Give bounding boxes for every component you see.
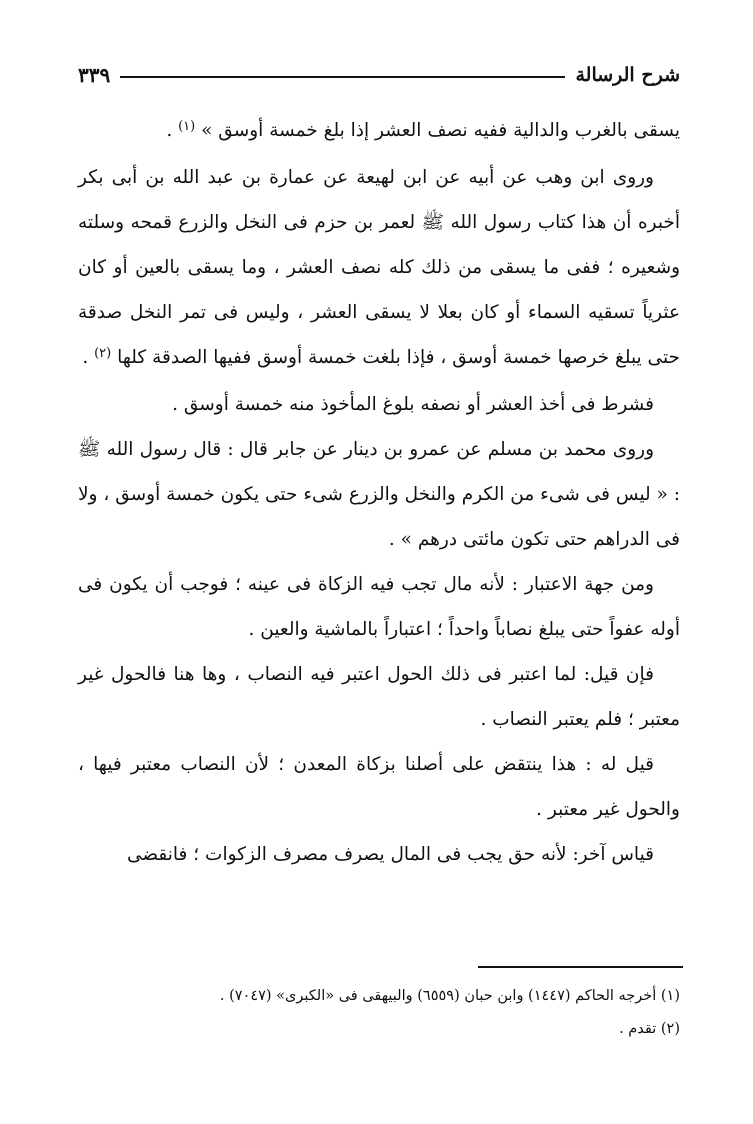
paragraph-3: فشرط فى أخذ العشر أو نصفه بلوغ المأخوذ منه خمسة أوسق . — [172, 394, 654, 415]
running-header — [78, 58, 680, 92]
footnotes — [78, 980, 680, 1046]
footnote-ref-2: (٢) — [94, 346, 112, 361]
footnote-ref-1: (١) — [178, 119, 196, 134]
paragraph-5: ومن جهة الاعتبار : لأنه مال تجب فيه الزكاة فى عينه ؛ فوجب أن يكون فى أوله عفواً حتى يبلغ نصاباً واحداً ؛ اعتباراً بالماشية والعين . — [78, 574, 680, 640]
footnote-1: (١) أخرجه الحاكم (١٤٤٧) وابن حبان (٦٥٥٩) والبيهقى فى «الكبرى» (٧٠٤٧) . — [219, 988, 680, 1004]
footnote-2: (٢) تقدم . — [619, 1021, 680, 1037]
footnote-separator — [478, 966, 683, 968]
paragraph-8: قياس آخر: لأنه حق يجب فى المال يصرف مصرف الزكوات ؛ فانقضى — [126, 844, 654, 865]
paragraph-6: فإن قيل: لما اعتبر فى ذلك الحول اعتبر فيه النصاب ، وها هنا فالحول غير معتبر ؛ فلم يعتبر النصاب . — [78, 664, 680, 730]
paragraph-1: يسقى بالغرب والدالية ففيه نصف العشر إذا بلغ خمسة أوسق » $^{(١)}$ . — [166, 119, 680, 141]
page-number: ٣٣٩ — [78, 63, 111, 87]
header-rule — [120, 76, 565, 78]
header-title: شرح الرسالة — [575, 64, 680, 86]
paragraph-2: وروى ابن وهب عن أبيه عن ابن لهيعة عن عمارة بن عبد الله بن أبى بكر أخبره أن هذا كتاب رسول الله ﷺ لعمر بن حزم فى النخل والزرع قمحه وسلته وشعيره ؛ ففى ما يسقى من ذلك كله نصف العشر ، وما يسقى بالعين أو كان عثرياً تسقيه السماء أو كان بعلا لا يسقى العشر ، وليس فى تمر النخل صدقة حتى يبلغ خرصها خمسة أوسق ، فإذا بلغت خمسة أوسق ففيها الصدقة كلها $^{(٢)}$ . — [78, 167, 680, 368]
main-text — [78, 108, 680, 877]
paragraph-7: قيل له : هذا ينتقض على أصلنا بزكاة المعدن ؛ لأن النصاب معتبر فيها ، والحول غير معتبر . — [78, 754, 680, 820]
paragraph-4: وروى محمد بن مسلم عن عمرو بن دينار عن جابر قال : قال رسول الله ﷺ : « ليس فى شىء من الكرم والنخل والزرع شىء حتى يكون خمسة أوسق ، ولا فى الدراهم حتى تكون مائتى درهم » . — [78, 439, 680, 550]
